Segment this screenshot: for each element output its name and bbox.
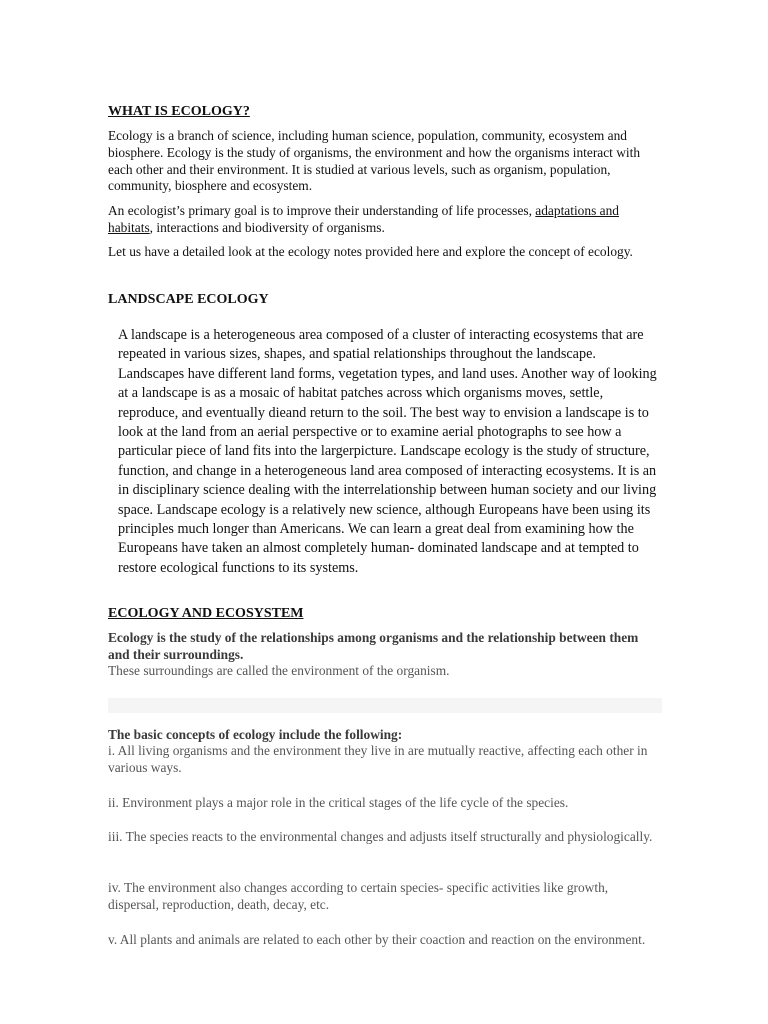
- paragraph-landscape-ecology: A landscape is a heterogeneous area composed of a cluster of interacting ecosystems that are repeated in various sizes, shapes, and spatial relationships throughout the landscape. Landscapes have different land forms, vegetation types, and land uses. Another way of looking at a landscape is as a mosaic of habitat patches across which organisms moves, settle, reproduce, and eventually dieand return to the soil. The best way to envision a landscape is to look at the land from an aerial perspective or to examine aerial photographs to see how a particular piece of land fits into the largerpicture. Landscape ecology is the study of structure, function, and change in a heterogeneous land area composed of interacting ecosystems. It is an in disciplinary science dealing with the interrelationship between human society and our living space. Landscape ecology is a relatively new science, although Europeans have been using its principles much longer than Americans. We can learn a great deal from examining how the Europeans have taken an almost completely human- dominated landscape and at tempted to restore ecological functions to its systems.: [118, 327, 657, 576]
- paragraph-ecology-relationships: Ecology is the study of the relationships among organisms and the relationship between them and their surroundings.: [108, 630, 639, 662]
- heading-basic-concepts: The basic concepts of ecology include the following:: [108, 727, 403, 742]
- list-item-concept-3: iii. The species reacts to the environmental changes and adjusts itself structurally and physiologically.: [108, 829, 653, 844]
- list-item-concept-5: v. All plants and animals are related to each other by their coaction and reaction on the environment.: [108, 932, 646, 947]
- paragraph-environment-of-organism: These surroundings are called the environment of the organism.: [108, 663, 450, 678]
- section-divider-band: [108, 698, 662, 713]
- paragraph-explore-notes: Let us have a detailed look at the ecology notes provided here and explore the concept of ecology.: [108, 244, 633, 259]
- heading-what-is-ecology: WHAT IS ECOLOGY?: [108, 104, 250, 119]
- goal-text-start: An ecologist’s primary goal is to improve their understanding of life processes,: [108, 203, 536, 218]
- list-item-concept-4: iv. The environment also changes according to certain species- specific activities like growth, dispersal, reproduction, death, decay, etc.: [108, 880, 609, 912]
- list-item-concept-1: i. All living organisms and the environment they live in are mutually reactive, affecting each other in various ways.: [108, 743, 648, 775]
- list-item-concept-2: ii. Environment plays a major role in the critical stages of the life cycle of the species.: [108, 795, 569, 810]
- paragraph-ecology-definition: Ecology is a branch of science, including human science, population, community, ecosystem and biosphere. Ecology is the study of organisms, the environment and how the organisms interact with each other and their environment. It is studied at various levels, such as organism, population, community, biosphere and ecosystem.: [108, 128, 641, 194]
- paragraph-ecologist-goal: [108, 203, 660, 237]
- heading-ecology-and-ecosystem: ECOLOGY AND ECOSYSTEM: [108, 606, 304, 621]
- heading-landscape-ecology: LANDSCAPE ECOLOGY: [108, 292, 269, 307]
- goal-text-end: , interactions and biodiversity of organisms.: [149, 219, 385, 235]
- adaptations-habitats-link[interactable]: adaptations and habitats: [108, 203, 619, 235]
